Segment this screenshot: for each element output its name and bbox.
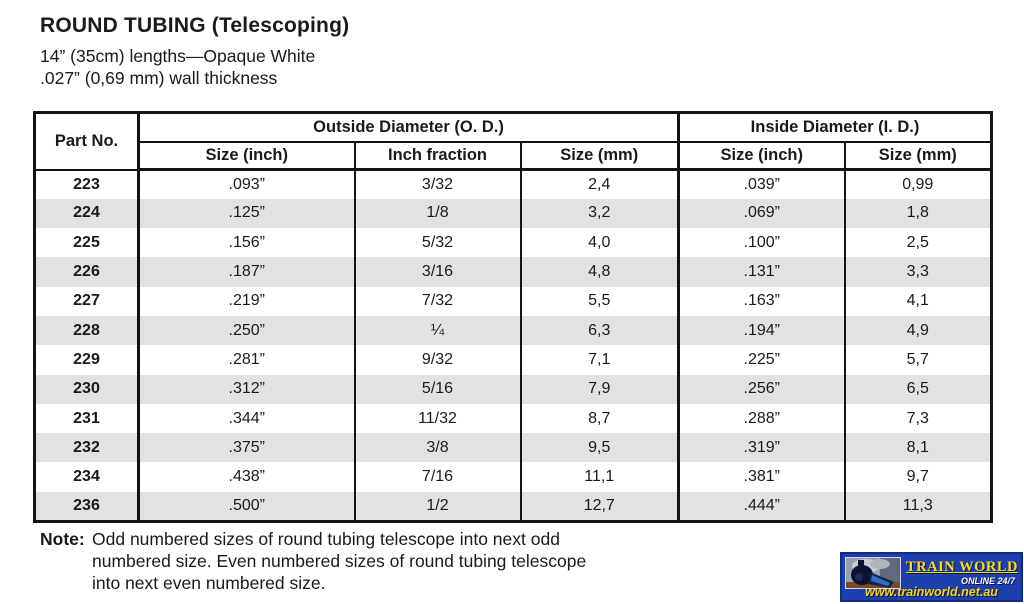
note-label: Note:	[40, 529, 85, 549]
od-size-mm-cell: 7,9	[521, 375, 679, 404]
col-header-part-no: Part No.	[35, 113, 139, 170]
od-size-mm-cell: 4,0	[521, 228, 679, 257]
table-row	[35, 462, 992, 491]
od-inch-fraction-cell: 9/32	[355, 345, 521, 374]
part-no-cell: 234	[35, 462, 139, 491]
od-size-mm-cell: 5,5	[521, 287, 679, 316]
subheader-od-size-mm: Size (mm)	[521, 142, 679, 170]
id-size-inch-cell: .069”	[679, 199, 845, 228]
group-header-inside-diameter: Inside Diameter (I. D.)	[679, 113, 992, 142]
part-no-cell: 231	[35, 404, 139, 433]
trainworld-brand-text: TRAIN WORLD	[906, 559, 1018, 575]
part-no-cell: 236	[35, 492, 139, 521]
table-row	[35, 199, 992, 228]
part-no-cell: 223	[35, 170, 139, 199]
id-size-inch-cell: .039”	[679, 170, 845, 199]
tubing-spec-table	[33, 111, 993, 523]
table-row	[35, 492, 992, 521]
od-inch-fraction-cell: 3/8	[355, 433, 521, 462]
id-size-mm-cell: 1,8	[845, 199, 992, 228]
od-size-mm-cell: 3,2	[521, 199, 679, 228]
od-size-mm-cell: 6,3	[521, 316, 679, 345]
subheader-id-size-inch: Size (inch)	[679, 142, 845, 170]
id-size-mm-cell: 7,3	[845, 404, 992, 433]
od-size-inch-cell: .187”	[139, 257, 355, 286]
part-no-cell: 230	[35, 375, 139, 404]
id-size-mm-cell: 2,5	[845, 228, 992, 257]
footnote	[40, 528, 700, 594]
part-no-cell: 228	[35, 316, 139, 345]
od-size-inch-cell: .281”	[139, 345, 355, 374]
id-size-mm-cell: 0,99	[845, 170, 992, 199]
doc-header	[40, 14, 349, 89]
od-inch-fraction-cell: 3/32	[355, 170, 521, 199]
id-size-inch-cell: .131”	[679, 257, 845, 286]
subheader-od-inch-fraction: Inch fraction	[355, 142, 521, 170]
note-line: Odd numbered sizes of round tubing telescope into next odd	[92, 529, 560, 549]
subtitle-wall-thickness: .027” (0,69 mm) wall thickness	[40, 68, 278, 88]
id-size-mm-cell: 3,3	[845, 257, 992, 286]
od-inch-fraction-cell: 5/32	[355, 228, 521, 257]
od-inch-fraction-cell: 3/16	[355, 257, 521, 286]
note-line: numbered size. Even numbered sizes of round tubing telescope	[92, 551, 587, 571]
trainworld-url: www.trainworld.net.au	[865, 585, 998, 599]
od-size-inch-cell: .156”	[139, 228, 355, 257]
trainworld-tagline: ONLINE 24/7	[960, 576, 1015, 586]
od-inch-fraction-cell: 5/16	[355, 375, 521, 404]
od-size-inch-cell: .250”	[139, 316, 355, 345]
note-line: into next even numbered size.	[92, 573, 326, 593]
id-size-inch-cell: .100”	[679, 228, 845, 257]
id-size-inch-cell: .256”	[679, 375, 845, 404]
od-inch-fraction-cell: 11/32	[355, 404, 521, 433]
od-inch-fraction-cell: 7/16	[355, 462, 521, 491]
group-header-outside-diameter: Outside Diameter (O. D.)	[139, 113, 679, 142]
subheader-id-size-mm: Size (mm)	[845, 142, 992, 170]
table-row	[35, 433, 992, 462]
id-size-mm-cell: 8,1	[845, 433, 992, 462]
table-row	[35, 287, 992, 316]
page-title: ROUND TUBING (Telescoping)	[40, 14, 350, 37]
od-size-inch-cell: .219”	[139, 287, 355, 316]
od-inch-fraction-cell: 7/32	[355, 287, 521, 316]
od-size-inch-cell: .093”	[139, 170, 355, 199]
table-body	[35, 170, 992, 522]
od-size-inch-cell: .438”	[139, 462, 355, 491]
id-size-mm-cell: 5,7	[845, 345, 992, 374]
od-size-mm-cell: 12,7	[521, 492, 679, 521]
od-size-mm-cell: 8,7	[521, 404, 679, 433]
id-size-mm-cell: 4,9	[845, 316, 992, 345]
table-row	[35, 316, 992, 345]
table-row	[35, 228, 992, 257]
id-size-mm-cell: 6,5	[845, 375, 992, 404]
id-size-mm-cell: 11,3	[845, 492, 992, 521]
od-inch-fraction-cell: 1/8	[355, 199, 521, 228]
part-no-cell: 225	[35, 228, 139, 257]
subheader-od-size-inch: Size (inch)	[139, 142, 355, 170]
id-size-inch-cell: .288”	[679, 404, 845, 433]
od-inch-fraction-cell: ¼	[355, 316, 521, 345]
od-size-inch-cell: .125”	[139, 199, 355, 228]
part-no-cell: 227	[35, 287, 139, 316]
table-row	[35, 257, 992, 286]
id-size-inch-cell: .163”	[679, 287, 845, 316]
subtitle-lengths: 14” (35cm) lengths—Opaque White	[40, 46, 316, 66]
table-row	[35, 345, 992, 374]
id-size-inch-cell: .444”	[679, 492, 845, 521]
id-size-inch-cell: .225”	[679, 345, 845, 374]
part-no-cell: 229	[35, 345, 139, 374]
part-no-cell: 232	[35, 433, 139, 462]
table-row	[35, 404, 992, 433]
od-inch-fraction-cell: 1/2	[355, 492, 521, 521]
od-size-mm-cell: 9,5	[521, 433, 679, 462]
od-size-mm-cell: 4,8	[521, 257, 679, 286]
od-size-mm-cell: 11,1	[521, 462, 679, 491]
part-no-cell: 226	[35, 257, 139, 286]
od-size-mm-cell: 7,1	[521, 345, 679, 374]
part-no-cell: 224	[35, 199, 139, 228]
od-size-inch-cell: .375”	[139, 433, 355, 462]
table-row	[35, 375, 992, 404]
od-size-inch-cell: .500”	[139, 492, 355, 521]
od-size-inch-cell: .344”	[139, 404, 355, 433]
od-size-inch-cell: .312”	[139, 375, 355, 404]
table-row	[35, 170, 992, 199]
id-size-inch-cell: .381”	[679, 462, 845, 491]
id-size-mm-cell: 9,7	[845, 462, 992, 491]
id-size-inch-cell: .194”	[679, 316, 845, 345]
id-size-mm-cell: 4,1	[845, 287, 992, 316]
od-size-mm-cell: 2,4	[521, 170, 679, 199]
trainworld-logo	[840, 552, 1023, 602]
id-size-inch-cell: .319”	[679, 433, 845, 462]
